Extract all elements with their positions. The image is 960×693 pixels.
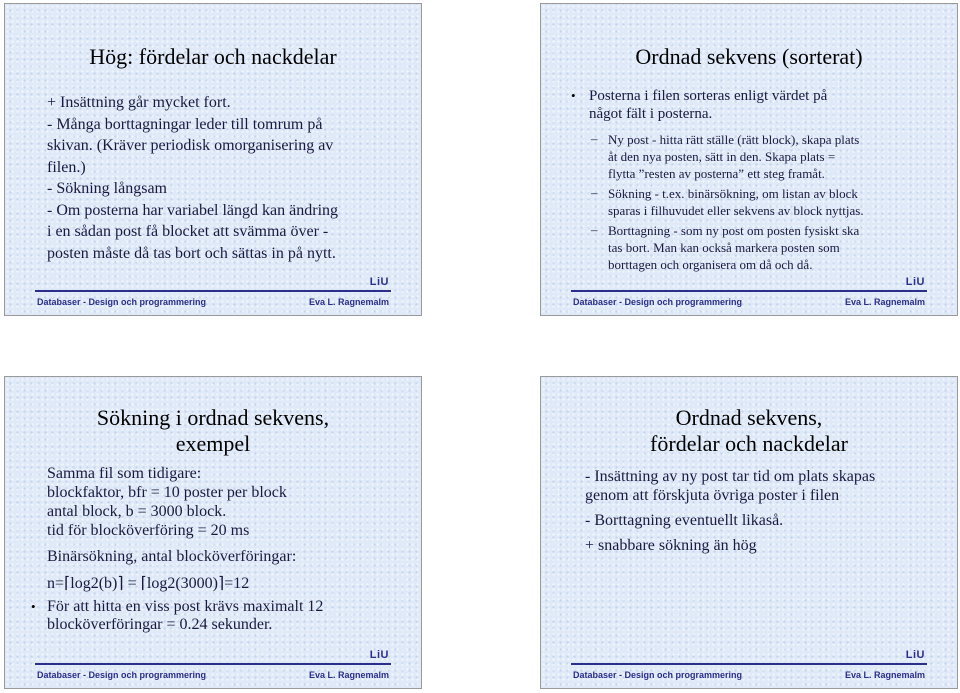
footer-course: Databaser - Design och programmering bbox=[573, 670, 743, 680]
text-line: åt den nya posten, sätt in den. Skapa plats = bbox=[608, 149, 836, 164]
text-line: Borttagning - som ny post om posten fysiskt ska bbox=[608, 223, 860, 238]
text-line: Ny post - hitta rätt ställe (rätt block), skapa plats bbox=[608, 132, 860, 147]
text-line: sparas i filhuvudet eller sekvens av block nyttjas. bbox=[608, 203, 864, 218]
text-line: något fält i posterna. bbox=[589, 106, 713, 122]
footer-author: Eva L. Ragnemalm bbox=[308, 297, 389, 307]
title-line: fördelar och nackdelar bbox=[650, 431, 848, 456]
text-line: Sökning - t.ex. binärsökning, om listan av block bbox=[608, 186, 858, 201]
binary-search-text: Binärsökning, antal blocköverföringar: bbox=[47, 548, 297, 565]
text-line: i en sådan post få blocket att svämma över - bbox=[47, 223, 329, 240]
title-line: exempel bbox=[175, 431, 251, 456]
text-line: - Om posterna har variabel längd kan ändring bbox=[47, 201, 339, 219]
slide-search-example bbox=[4, 376, 422, 689]
footer-divider bbox=[35, 290, 391, 292]
title-line: Ordnad sekvens, bbox=[675, 405, 823, 430]
text-line: + Insättning går mycket fort. bbox=[47, 94, 231, 111]
text-line: - Insättning av ny post tar tid om plats skapas bbox=[585, 468, 876, 485]
text-line: skivan. (Kräver periodisk omorganisering av bbox=[47, 137, 334, 154]
text-line: För att hitta en viss post krävs maximalt 12 bbox=[47, 598, 324, 615]
dash-icon: – bbox=[591, 222, 598, 237]
footer-course: Databaser - Design och programmering bbox=[37, 670, 207, 680]
liu-logo: LiU bbox=[905, 276, 925, 288]
liu-logo: LiU bbox=[369, 276, 389, 288]
footer-author: Eva L. Ragnemalm bbox=[844, 670, 925, 680]
slide-heap bbox=[4, 3, 422, 316]
text-line: - Sökning långsam bbox=[47, 180, 167, 197]
text-line: blockfaktor, bfr = 10 poster per block bbox=[47, 484, 287, 501]
slide-ordered-sequence bbox=[540, 3, 958, 316]
slide-title bbox=[541, 405, 957, 457]
dash-icon: – bbox=[591, 185, 598, 200]
title-line: Sökning i ordnad sekvens, bbox=[96, 405, 330, 430]
slide-body bbox=[47, 464, 287, 540]
liu-logo: LiU bbox=[905, 649, 925, 661]
bullet-icon: • bbox=[571, 88, 576, 103]
text-line: tid för blocköverföring = 20 ms bbox=[47, 522, 250, 539]
bullet-text bbox=[47, 598, 323, 634]
text-line: - Många borttagningar leder till tomrum på bbox=[47, 115, 323, 133]
text-line: filen.) bbox=[47, 158, 86, 176]
slide-ordered-pros-cons bbox=[540, 376, 958, 689]
bullet-text bbox=[589, 87, 827, 123]
footer-divider bbox=[571, 290, 927, 292]
dash-icon: – bbox=[591, 131, 598, 146]
text-line: genom att förskjuta övriga poster i filen bbox=[585, 487, 840, 504]
text-line: flytta ”resten av posterna” ett steg framåt. bbox=[608, 166, 825, 181]
text-line: + snabbare sökning än hög bbox=[585, 537, 757, 554]
formula: n=⌈log2(b)⌉ = ⌈log2(3000)⌉=12 bbox=[47, 575, 250, 592]
footer-author: Eva L. Ragnemalm bbox=[844, 297, 925, 307]
footer-course: Databaser - Design och programmering bbox=[573, 297, 743, 307]
text-line: blocköverföringar = 0.24 sekunder. bbox=[47, 616, 273, 633]
text-line: tas bort. Man kan också markera posten som bbox=[608, 240, 840, 255]
sub-bullet-text bbox=[608, 131, 859, 182]
text-line: - Borttagning eventuellt likaså. bbox=[585, 512, 784, 529]
sub-bullet-text bbox=[608, 185, 864, 219]
bullet-icon: • bbox=[31, 599, 36, 614]
footer-author: Eva L. Ragnemalm bbox=[308, 670, 389, 680]
footer-divider bbox=[35, 663, 391, 665]
footer-divider bbox=[571, 663, 927, 665]
slide-title: Hög: fördelar och nackdelar bbox=[89, 44, 337, 69]
text-line: antal block, b = 3000 block. bbox=[47, 503, 227, 520]
liu-logo: LiU bbox=[369, 649, 389, 661]
text-line: Samma fil som tidigare: bbox=[47, 465, 202, 482]
slide-title: Ordnad sekvens (sorterat) bbox=[635, 44, 863, 69]
text-line: posten måste då tas bort och sättas in på nytt. bbox=[47, 244, 336, 262]
sub-bullet-text bbox=[608, 222, 859, 273]
text-line: borttagen och organisera om då och då. bbox=[608, 257, 813, 272]
footer-course: Databaser - Design och programmering bbox=[37, 297, 207, 307]
slide-title bbox=[5, 405, 421, 457]
text-line: Posterna i filen sorteras enligt värdet på bbox=[589, 88, 828, 104]
slide-body bbox=[47, 92, 338, 264]
slide-body bbox=[585, 467, 875, 555]
